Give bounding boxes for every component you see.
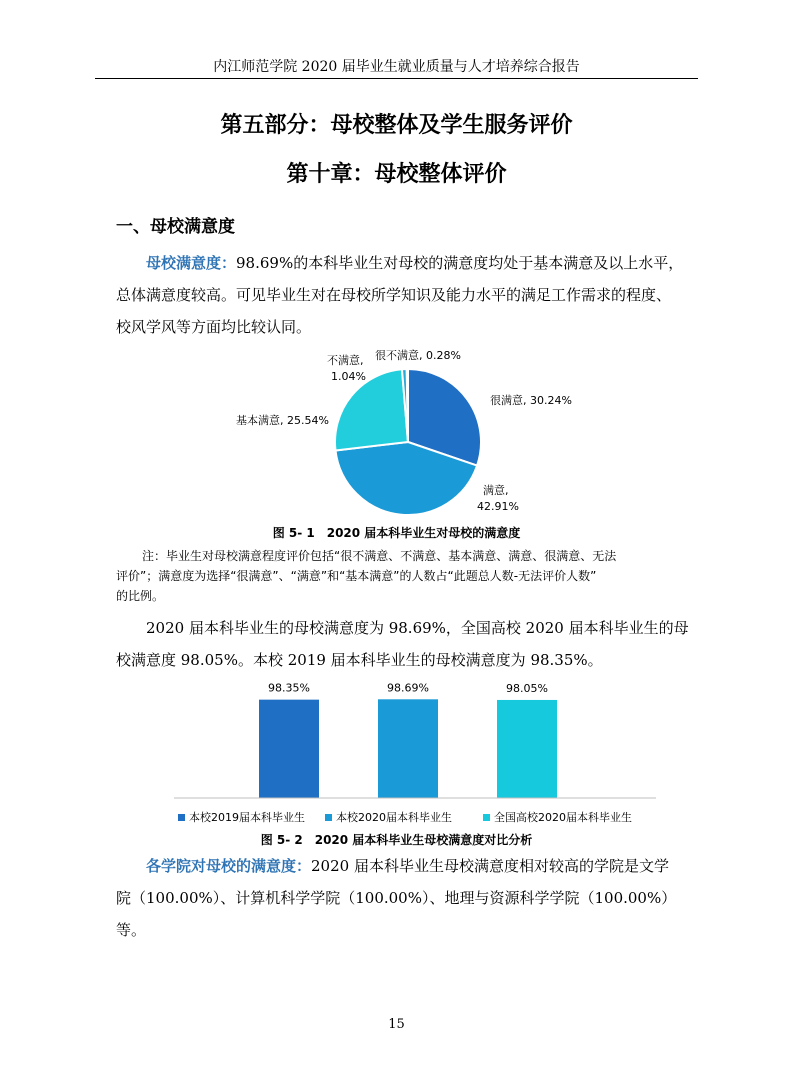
legend-label: 本校2019届本科毕业生 xyxy=(189,811,305,824)
bar-series xyxy=(259,681,557,798)
paragraph-text: 2020 届本科毕业生的母校满意度为 98.69%，全国高校 2020 届本科毕业生的母 xyxy=(146,619,689,637)
note-line: 注：毕业生对母校满意程度评价包括“很不满意、不满意、基本满意、满意、很满意、无法 xyxy=(142,549,617,563)
bar-1 xyxy=(259,700,319,798)
figure-caption: 图 5- 1 2020 届本科毕业生对母校的满意度 xyxy=(272,526,521,540)
legend-swatch xyxy=(178,814,185,821)
bar-3 xyxy=(497,700,557,798)
legend-swatch xyxy=(325,814,332,821)
bar-data-label: 98.69% xyxy=(387,681,429,695)
pie-label-unsatisfied-value: 1.04% xyxy=(331,370,366,383)
satisfaction-pie-chart xyxy=(200,342,600,522)
legend-label: 本校2020届本科毕业生 xyxy=(336,811,452,824)
page-number: 15 xyxy=(388,1017,405,1032)
satisfaction-paragraph xyxy=(116,247,701,343)
pie-slices xyxy=(335,369,481,515)
pie-label-very-satisfied: 很满意, 30.24% xyxy=(490,394,572,407)
legend-label: 全国高校2020届本科毕业生 xyxy=(494,811,632,824)
paragraph-text: 校风学风等方面均比较认同。 xyxy=(116,318,312,336)
paragraph-text: 98.69%的本科毕业生对母校的满意度均处于基本满意及以上水平， xyxy=(236,254,684,272)
legend-swatch xyxy=(483,814,490,821)
bar-2 xyxy=(378,699,438,798)
note-line: 评价”；满意度为选择“很满意”、“满意”和“基本满意”的人数占“此题总人数-无法评价人数” xyxy=(116,569,597,583)
section-heading: 一、母校满意度 xyxy=(116,217,235,237)
note-line: 的比例。 xyxy=(116,589,165,603)
figure-caption: 图 5- 2 2020 届本科毕业生母校满意度对比分析 xyxy=(260,833,533,847)
paragraph-text: 总体满意度较高。可见毕业生对在母校所学知识及能力水平的满足工作需求的程度、 xyxy=(116,286,672,304)
pie-label-unsatisfied: 不满意, xyxy=(327,354,364,367)
pie-label-satisfied-value: 42.91% xyxy=(477,500,519,513)
bar-data-label: 98.05% xyxy=(506,681,548,695)
paragraph-text: 校满意度 98.05%。本校 2019 届本科毕业生的母校满意度为 98.35%。 xyxy=(116,651,603,669)
comparison-paragraph xyxy=(116,612,701,676)
pie-slice-5 xyxy=(407,369,408,442)
running-header: 内江师范学院 2020 届毕业生就业质量与人才培养综合报告 xyxy=(213,59,580,75)
chapter-title: 第十章：母校整体评价 xyxy=(286,162,507,187)
bar-data-label: 98.35% xyxy=(268,681,310,695)
figure-note xyxy=(116,546,701,606)
paragraph-text: 2020 届本科毕业生母校满意度相对较高的学院是文学 xyxy=(311,857,669,875)
pie-label-satisfied: 满意, xyxy=(483,484,509,497)
college-paragraph xyxy=(116,850,701,946)
satisfaction-bar-chart xyxy=(170,672,660,832)
pie-label-very-unsatisfied: 很不满意, 0.28% xyxy=(375,349,461,362)
paragraph-lead: 母校满意度： xyxy=(146,254,237,272)
header-divider xyxy=(95,78,698,79)
chart-legend xyxy=(178,810,632,824)
paragraph-lead: 各学院对母校的满意度： xyxy=(146,857,312,875)
part-title: 第五部分：母校整体及学生服务评价 xyxy=(220,113,573,138)
paragraph-text: 院（100.00%）、计算机科学学院（100.00%）、地理与资源科学学院（100.00%）等。 xyxy=(116,889,677,939)
pie-label-basic: 基本满意, 25.54% xyxy=(236,414,329,427)
